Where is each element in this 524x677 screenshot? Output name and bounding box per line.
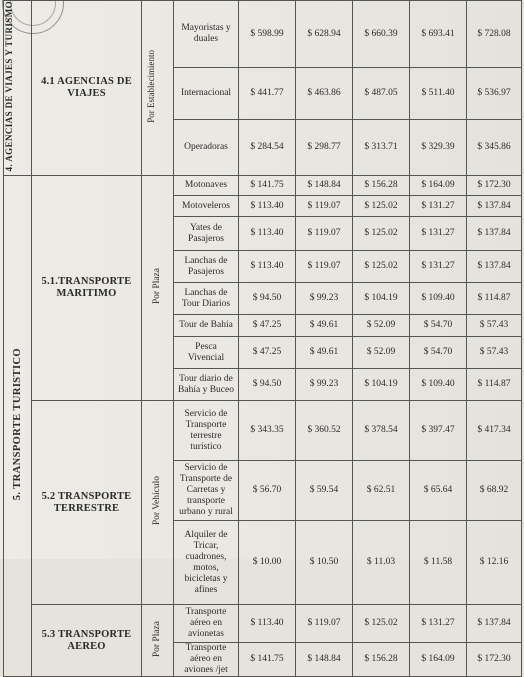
value-cell: $ 113.40	[239, 605, 296, 643]
value-cell: $ 99.23	[296, 369, 353, 401]
value-cell: $ 660.39	[353, 1, 410, 68]
row-description: Operadoras	[174, 119, 239, 176]
value-cell: $ 172.30	[467, 643, 522, 677]
value-cell: $ 99.23	[296, 283, 353, 315]
value-cell: $ 12.16	[467, 521, 522, 605]
value-cell: $ 536.97	[467, 68, 522, 120]
value-cell: $ 57.43	[467, 337, 522, 369]
value-cell: $ 104.19	[353, 283, 410, 315]
value-cell: $ 119.07	[296, 196, 353, 217]
value-cell: $ 131.27	[410, 217, 467, 251]
row-description: Lanchas de Pasajeros	[174, 251, 239, 283]
value-cell: $ 125.02	[353, 217, 410, 251]
value-cell: $ 114.87	[467, 369, 522, 401]
row-description: Yates de Pasajeros	[174, 217, 239, 251]
value-cell: $ 47.25	[239, 337, 296, 369]
value-cell: $ 109.40	[410, 369, 467, 401]
value-cell: $ 11.03	[353, 521, 410, 605]
section-5-3-sub-label: 5.3 TRANSPORTE AEREO	[32, 605, 142, 677]
value-cell: $ 329.39	[410, 119, 467, 176]
section-5-2-mode-label: Por Vehículo	[142, 401, 174, 605]
value-cell: $ 49.61	[296, 315, 353, 337]
row-description: Servicio de Transporte terrestre turístico	[174, 401, 239, 461]
table-row	[4, 401, 522, 461]
value-cell: $ 397.47	[410, 401, 467, 461]
value-cell: $ 511.40	[410, 68, 467, 120]
table-row	[4, 1, 522, 68]
value-cell: $ 137.84	[467, 196, 522, 217]
value-cell: $ 104.19	[353, 369, 410, 401]
row-description: Mayoristas y duales	[174, 1, 239, 68]
value-cell: $ 137.84	[467, 217, 522, 251]
row-description: Pesca Vivencial	[174, 337, 239, 369]
row-description: Motoveleros	[174, 196, 239, 217]
value-cell: $ 172.30	[467, 176, 522, 196]
value-cell: $ 49.61	[296, 337, 353, 369]
section-4-mode-label: Por Establecimiento	[142, 1, 174, 176]
value-cell: $ 378.54	[353, 401, 410, 461]
value-cell: $ 10.00	[239, 521, 296, 605]
table-row	[4, 605, 522, 643]
row-description: Transporte aéreo en avionetas	[174, 605, 239, 643]
section-4-main-label: 4. AGENCIAS DE VIAJES Y TURISMO	[4, 1, 32, 176]
value-cell: $ 131.27	[410, 251, 467, 283]
row-description: Tour de Bahía	[174, 315, 239, 337]
value-cell: $ 313.71	[353, 119, 410, 176]
value-cell: $ 125.02	[353, 251, 410, 283]
value-cell: $ 148.84	[296, 643, 353, 677]
value-cell: $ 94.50	[239, 369, 296, 401]
value-cell: $ 131.27	[410, 196, 467, 217]
value-cell: $ 47.25	[239, 315, 296, 337]
value-cell: $ 148.84	[296, 176, 353, 196]
value-cell: $ 54.70	[410, 315, 467, 337]
value-cell: $ 164.09	[410, 176, 467, 196]
value-cell: $ 11.58	[410, 521, 467, 605]
value-cell: $ 54.70	[410, 337, 467, 369]
table-row	[4, 176, 522, 196]
value-cell: $ 113.40	[239, 217, 296, 251]
value-cell: $ 417.34	[467, 401, 522, 461]
row-description: Servicio de Transporte de Carretas y transporte urbano y rural	[174, 461, 239, 521]
value-cell: $ 62.51	[353, 461, 410, 521]
value-cell: $ 360.52	[296, 401, 353, 461]
row-description: Motonaves	[174, 176, 239, 196]
value-cell: $ 94.50	[239, 283, 296, 315]
value-cell: $ 345.86	[467, 119, 522, 176]
tariff-table-body	[4, 1, 522, 677]
value-cell: $ 119.07	[296, 217, 353, 251]
value-cell: $ 52.09	[353, 315, 410, 337]
value-cell: $ 141.75	[239, 176, 296, 196]
row-description: Alquiler de Tricar, cuadrones, motos, bicicletas y afines	[174, 521, 239, 605]
row-description: Tour diario de Bahía y Buceo	[174, 369, 239, 401]
value-cell: $ 137.84	[467, 251, 522, 283]
value-cell: $ 137.84	[467, 605, 522, 643]
value-cell: $ 441.77	[239, 68, 296, 120]
value-cell: $ 113.40	[239, 196, 296, 217]
value-cell: $ 59.54	[296, 461, 353, 521]
value-cell: $ 693.41	[410, 1, 467, 68]
value-cell: $ 65.64	[410, 461, 467, 521]
value-cell: $ 598.99	[239, 1, 296, 68]
row-description: Lanchas de Tour Diarios	[174, 283, 239, 315]
value-cell: $ 728.08	[467, 1, 522, 68]
value-cell: $ 10.50	[296, 521, 353, 605]
value-cell: $ 487.05	[353, 68, 410, 120]
value-cell: $ 156.28	[353, 643, 410, 677]
value-cell: $ 284.54	[239, 119, 296, 176]
value-cell: $ 52.09	[353, 337, 410, 369]
section-5-2-sub-label: 5.2 TRANSPORTE TERRESTRE	[32, 401, 142, 605]
value-cell: $ 68.92	[467, 461, 522, 521]
section-5-1-sub-label: 5.1.TRANSPORTE MARITIMO	[32, 176, 142, 401]
section-5-3-mode-label: Por Plaza	[142, 605, 174, 677]
value-cell: $ 113.40	[239, 251, 296, 283]
value-cell: $ 109.40	[410, 283, 467, 315]
value-cell: $ 141.75	[239, 643, 296, 677]
value-cell: $ 156.28	[353, 176, 410, 196]
value-cell: $ 298.77	[296, 119, 353, 176]
value-cell: $ 56.70	[239, 461, 296, 521]
value-cell: $ 114.87	[467, 283, 522, 315]
value-cell: $ 125.02	[353, 196, 410, 217]
value-cell: $ 119.07	[296, 605, 353, 643]
value-cell: $ 463.86	[296, 68, 353, 120]
value-cell: $ 343.35	[239, 401, 296, 461]
value-cell: $ 131.27	[410, 605, 467, 643]
value-cell: $ 628.94	[296, 1, 353, 68]
row-description: Internacional	[174, 68, 239, 120]
section-5-main-label: 5. TRANSPORTE TURISTICO	[4, 176, 32, 677]
section-4-1-sub-label: 4.1 AGENCIAS DE VIAJES	[32, 1, 142, 176]
value-cell: $ 164.09	[410, 643, 467, 677]
tariff-table	[3, 0, 522, 677]
value-cell: $ 119.07	[296, 251, 353, 283]
value-cell: $ 125.02	[353, 605, 410, 643]
value-cell: $ 57.43	[467, 315, 522, 337]
section-5-1-mode-label: Por Plaza	[142, 176, 174, 401]
row-description: Transporte aéreo en aviones /jet	[174, 643, 239, 677]
